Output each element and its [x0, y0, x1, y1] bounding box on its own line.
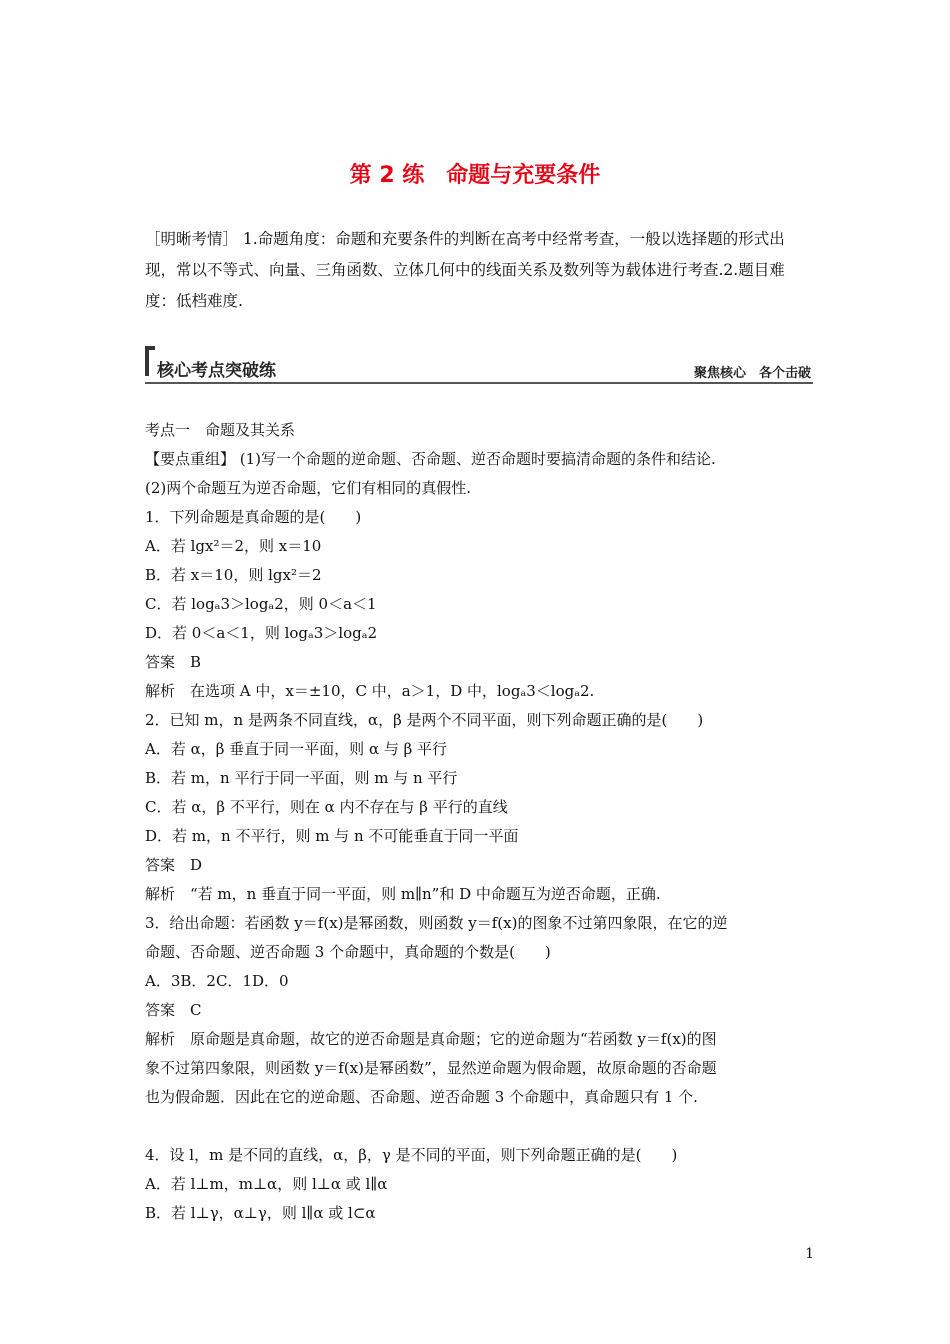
option-line: D．若 m，n 不平行，则 m 与 n 不可能垂直于同一平面 [145, 827, 519, 845]
section-header [145, 346, 813, 384]
option-line: A．若 l⊥m，m⊥α，则 l⊥α 或 l∥α [145, 1175, 388, 1193]
corner-bracket-icon [145, 346, 155, 376]
page-number: 1 [805, 1246, 814, 1262]
answer-line: 答案 D [145, 856, 203, 874]
option-line: B．若 m，n 平行于同一平面，则 m 与 n 平行 [145, 769, 458, 787]
question-3: 3．给出命题：若函数 y＝f(x)是幂函数，则函数 y＝f(x)的图象不过第四象限，在它的逆 [145, 914, 728, 932]
key-points-line: (2)两个命题互为逆否命题，它们有相同的真假性. [145, 479, 472, 497]
content-body [145, 416, 813, 1228]
topic-heading: 考点一 命题及其关系 [145, 421, 296, 439]
analysis-line: 解析 在选项 A 中，x＝±10，C 中，a＞1，D 中，logₐ3＜logₐ2. [145, 682, 595, 700]
answer-line: 答案 C [145, 1001, 202, 1019]
option-line: A．若 α，β 垂直于同一平面，则 α 与 β 平行 [145, 740, 448, 758]
analysis-line: 解析 原命题是真命题，故它的逆否命题是真命题；它的逆命题为“若函数 y＝f(x)的图 [145, 1030, 717, 1048]
analysis-line: 也为假命题．因此在它的逆命题、否命题、逆否命题 3 个命题中，真命题只有 1 个. [145, 1088, 698, 1106]
analysis-line: 象不过第四象限，则函数 y＝f(x)是幂函数”，显然逆命题为假命题，故原命题的否命题 [145, 1059, 717, 1077]
option-line: D．若 0＜a＜1，则 logₐ3＞logₐ2 [145, 624, 378, 642]
option-line: A．3B．2C．1D．0 [145, 972, 289, 990]
section-subtitle: 聚焦核心 各个击破 [693, 366, 811, 381]
question-4: 4．设 l，m 是不同的直线，α，β，γ 是不同的平面，则下列命题正确的是( ) [145, 1146, 678, 1164]
section-title: 核心考点突破练 [157, 361, 276, 381]
option-line: A．若 lgx²＝2，则 x＝10 [145, 537, 322, 555]
page-title: 第 2 练 命题与充要条件 [349, 163, 601, 188]
option-line: C．若 α，β 不平行，则在 α 内不存在与 β 平行的直线 [145, 798, 508, 816]
question-3-cont: 命题、否命题、逆否命题 3 个命题中，真命题的个数是( ) [145, 943, 551, 961]
answer-line: 答案 B [145, 653, 202, 671]
key-points-line: 【要点重组】 (1)写一个命题的逆命题、否命题、逆否命题时要搞清命题的条件和结论. [145, 450, 716, 468]
question-1: 1．下列命题是真命题的是( ) [145, 508, 362, 526]
option-line: B．若 l⊥γ，α⊥γ，则 l∥α 或 l⊂α [145, 1204, 376, 1222]
analysis-line: 解析 “若 m，n 垂直于同一平面，则 m∥n”和 D 中命题互为逆否命题，正确. [145, 885, 661, 903]
intro-paragraph: ［明晰考情］ 1.命题角度：命题和充要条件的判断在高考中经常考查，一般以选择题的形式出现，常以不等式、向量、三角函数、立体几何中的线面关系及数列等为载体进行考查.2.题目难度：低档难度. [145, 230, 785, 310]
question-2: 2．已知 m，n 是两条不同直线，α，β 是两个不同平面，则下列命题正确的是( ) [145, 711, 704, 729]
section-divider [145, 382, 813, 384]
option-line: B．若 x＝10，则 lgx²＝2 [145, 566, 322, 584]
blank-line [145, 1112, 813, 1141]
option-line: C．若 logₐ3＞logₐ2，则 0＜a＜1 [145, 595, 377, 613]
